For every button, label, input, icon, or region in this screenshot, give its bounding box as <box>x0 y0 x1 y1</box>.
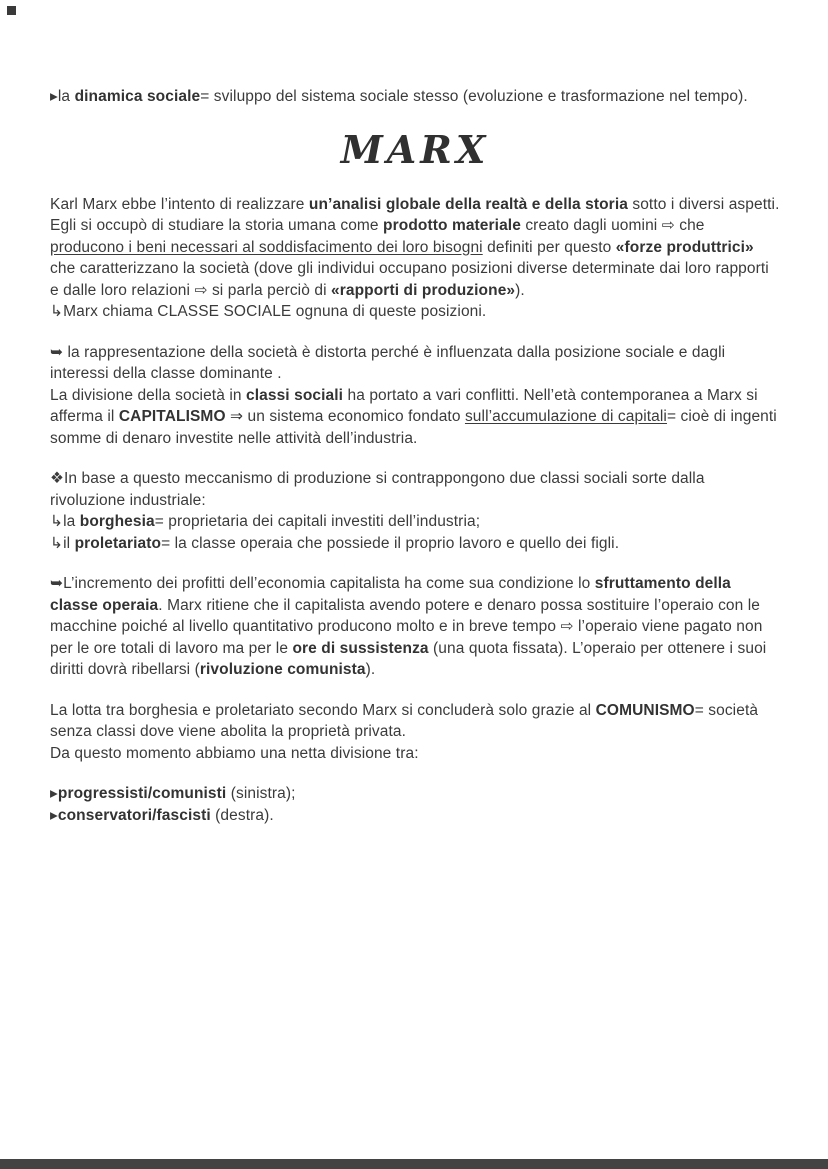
scan-edge-bottom <box>0 1159 828 1169</box>
marx-title <box>50 127 780 172</box>
text-run: . Marx ritiene che il capitalista avendo potere e denaro possa sostituire l’operaio con le macchine poiché al livello quantitativo producono molto e in breve tempo ⇨ l’operaio viene pagato non per le ore totali di lavoro ma per le <box>50 596 763 657</box>
text-run: ↳Marx chiama CLASSE SOCIALE ognuna di queste posizioni. <box>50 303 487 320</box>
text-run: classi sociali <box>246 386 344 404</box>
text-run: sull’accumulazione di capitali <box>464 408 667 425</box>
text-run: MARX <box>340 126 490 172</box>
text-run: Karl Marx ebbe l’intento di realizzare <box>50 195 309 213</box>
text-run: «forze produttrici» <box>615 238 754 256</box>
paragraph-intro-marx <box>50 194 780 323</box>
paragraph-sfruttamento-operaia <box>50 573 780 681</box>
text-run: La lotta tra borghesia e proletariato secondo Marx si concluderà solo grazie al <box>50 701 596 719</box>
text-run: ↳la <box>50 513 80 530</box>
text-run: (una quota fissata). L’operaio per ottenere i suoi diritti dovrà ribellarsi ( <box>50 639 767 678</box>
text-run: = la classe operaia che possiede il proprio lavoro e quello dei figli. <box>161 534 620 552</box>
text-run: borghesia <box>79 513 155 530</box>
text-run: = società senza classi dove viene abolita la proprietà privata. <box>50 701 759 740</box>
text-run: sfruttamento della classe operaia <box>50 575 731 614</box>
text-run: = cioè di ingenti somme di denaro investite nelle attività dell’industria. <box>50 408 777 447</box>
scan-corner-mark <box>7 6 16 15</box>
text-run: ha portato a vari conflitti. Nell’età contemporanea a Marx si afferma il <box>50 386 758 425</box>
text-run: Da questo momento abbiamo una netta divisione tra: <box>50 744 419 762</box>
text-run: un’analisi globale della realtà e della storia <box>308 195 628 213</box>
text-run: ⇒ un sistema economico fondato <box>225 408 465 425</box>
paragraph-rappresentazione-capitalismo <box>50 342 780 450</box>
text-run: ). <box>515 281 525 299</box>
text-run: ↳il <box>50 534 75 552</box>
text-run: «rapporti di produzione» <box>331 281 516 299</box>
text-run: = sviluppo del sistema sociale stesso (evoluzione e trasformazione nel tempo). <box>200 88 748 105</box>
text-run: ). <box>365 661 376 678</box>
text-run: ▸ <box>50 785 58 802</box>
paragraph-due-classi-sociali <box>50 468 780 554</box>
bullet-list-divisione-politica <box>50 783 780 826</box>
text-run: che caratterizzano la società (dove gli individui occupano posizioni diverse determinate dai loro rapporti e dalle loro relazioni ⇨ si parla perciò di <box>50 260 769 299</box>
text-run: sotto i diversi aspetti. Egli si occupò di studiare la storia umana come <box>50 195 780 234</box>
text-run: ore di sussistenza <box>292 639 429 657</box>
paragraph-comunismo <box>50 700 780 765</box>
text-run: creato dagli uomini ⇨ che <box>520 217 705 234</box>
document-body <box>50 86 780 845</box>
text-run: (destra). <box>210 806 274 824</box>
text-run: definiti per questo <box>482 238 616 256</box>
text-run: producono i beni necessari al soddisfacimento dei loro bisogni <box>50 238 483 256</box>
text-run: (sinistra); <box>226 785 296 802</box>
text-run: progressisti/comunisti <box>57 785 227 802</box>
text-run: COMUNISMO <box>595 701 695 719</box>
text-run: rivoluzione comunista <box>199 661 366 678</box>
text-run: ➥ la rappresentazione della società è distorta perché è influenzata dalla posizione sociale e dagli interessi della classe dominante . <box>50 343 726 382</box>
text-run: conservatori/fascisti <box>57 806 211 824</box>
text-run: ▸ <box>50 806 58 824</box>
text-run: ▸la <box>50 88 75 105</box>
text-run: CAPITALISMO <box>118 408 226 425</box>
text-run: La divisione della società in <box>50 386 247 404</box>
text-run: proletariato <box>74 534 162 552</box>
text-run: ➥L’incremento dei profitti dell’economia capitalista ha come sua condizione lo <box>50 575 595 592</box>
text-run: dinamica sociale <box>74 88 201 105</box>
bullet-dinamica-sociale <box>50 86 780 108</box>
text-run: prodotto materiale <box>383 217 521 234</box>
text-run: = proprietaria dei capitali investiti dell’industria; <box>154 513 481 530</box>
text-run: ❖In base a questo meccanismo di produzione si contrappongono due classi sociali sorte dalla rivoluzione industriale: <box>50 470 705 509</box>
